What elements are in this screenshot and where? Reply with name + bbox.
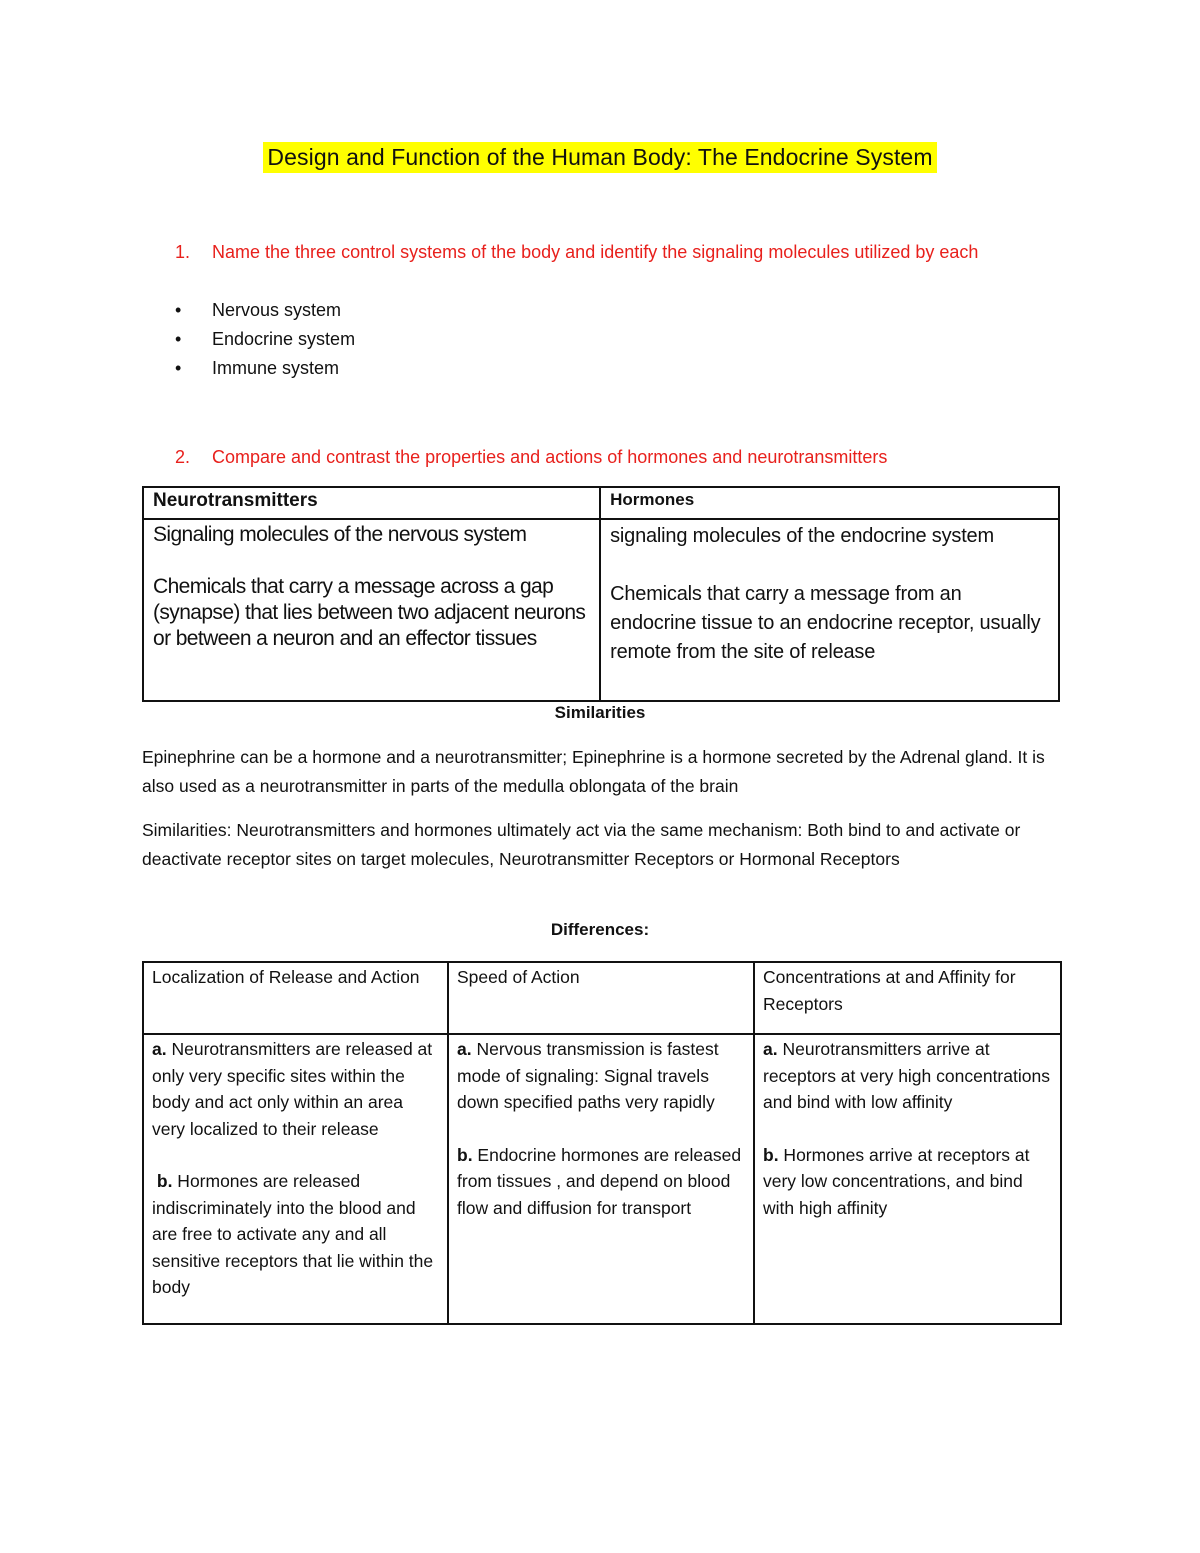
concentration-header: Concentrations at and Affinity for Receptors <box>754 962 1061 1034</box>
question-1-number: 1. <box>175 242 191 262</box>
paragraph-text: Epinephrine can be a hormone and a neurotransmitter; Epinephrine is a hormone secreted by the Adrenal gland. It is also used as a neurotransmitter in parts of the medulla oblongata of the brain <box>142 747 1045 796</box>
list-item <box>175 354 355 383</box>
localization-point-b <box>152 1168 439 1301</box>
question-1 <box>175 238 1035 266</box>
localization-header: Localization of Release and Action <box>143 962 448 1034</box>
table-row <box>143 519 1059 701</box>
bullet-icon: • <box>175 329 182 349</box>
hormones-header: Hormones <box>600 487 1059 519</box>
neurotransmitters-description: Chemicals that carry a message across a gap (synapse) that lies between two adjacent neurons or between a neuron and an effector tissues <box>153 575 586 650</box>
point-label: b. <box>156 1171 173 1191</box>
point-label: a. <box>457 1039 472 1059</box>
similarities-paragraph-1 <box>142 743 1062 801</box>
differences-table <box>142 961 1062 1325</box>
list-item <box>175 325 355 354</box>
concentration-point-a <box>763 1036 1052 1116</box>
speed-point-b <box>457 1142 745 1222</box>
localization-cell <box>143 1034 448 1324</box>
similarities-paragraph-2 <box>142 816 1062 874</box>
concentration-cell <box>754 1034 1061 1324</box>
question-2 <box>175 443 1035 471</box>
point-text: Neurotransmitters arrive at receptors at very high concentrations and bind with low affinity <box>763 1039 1050 1112</box>
differences-heading: Differences: <box>550 920 650 939</box>
point-label: a. <box>152 1039 167 1059</box>
point-text: Hormones arrive at receptors at very low concentrations, and bind with high affinity <box>763 1144 1030 1218</box>
list-item-text: Immune system <box>212 358 340 378</box>
point-text: Neurotransmitters are released at only very specific sites within the body and act only within an area very localized to their release <box>152 1039 433 1139</box>
question-2-text: Compare and contrast the properties and actions of hormones and neurotransmitters <box>212 447 888 467</box>
point-text: Hormones are released indiscriminately into the blood and are free to activate any and all sensitive receptors that lie within the body <box>152 1171 434 1297</box>
comparison-table <box>142 486 1060 702</box>
table-header-row <box>143 487 1059 519</box>
neurotransmitters-definition: Signaling molecules of the nervous system <box>153 523 527 546</box>
title-wrapper <box>0 142 1200 173</box>
localization-point-a <box>152 1036 439 1142</box>
speed-point-a <box>457 1036 745 1116</box>
list-item-text: Nervous system <box>212 300 342 320</box>
hormones-description: Chemicals that carry a message from an endocrine tissue to an endocrine receptor, usually remote from the site of release <box>610 583 1041 663</box>
question-1-text: Name the three control systems of the body and identify the signaling molecules utilized by each <box>212 242 979 262</box>
speed-cell <box>448 1034 754 1324</box>
list-item-text: Endocrine system <box>212 329 356 349</box>
control-systems-list <box>175 296 355 383</box>
table-header-row <box>143 962 1061 1034</box>
concentration-point-b <box>763 1142 1052 1222</box>
paragraph-text: Similarities: Neurotransmitters and hormones ultimately act via the same mechanism: Both bind to and activate or deactivate receptor sites on target molecules, Neurotransmitter Receptors or Hormonal Receptors <box>142 820 1021 869</box>
neurotransmitters-cell <box>143 519 600 701</box>
bullet-icon: • <box>175 300 182 320</box>
table-row <box>143 1034 1061 1324</box>
hormones-cell <box>600 519 1059 701</box>
point-label: b. <box>763 1144 779 1165</box>
point-label: b. <box>457 1144 473 1165</box>
document-title: Design and Function of the Human Body: The Endocrine System <box>263 142 936 173</box>
point-text: Endocrine hormones are released from tissues , and depend on blood flow and diffusion for transport <box>457 1144 742 1218</box>
similarities-heading: Similarities <box>554 703 646 722</box>
neurotransmitters-header: Neurotransmitters <box>143 487 600 519</box>
point-text: Nervous transmission is fastest mode of signaling: Signal travels down specified paths very rapidly <box>457 1039 719 1112</box>
speed-header: Speed of Action <box>448 962 754 1034</box>
bullet-icon: • <box>175 358 182 378</box>
hormones-definition: signaling molecules of the endocrine system <box>610 525 994 547</box>
question-2-number: 2. <box>175 447 191 467</box>
list-item <box>175 296 355 325</box>
point-label: a. <box>763 1039 778 1059</box>
